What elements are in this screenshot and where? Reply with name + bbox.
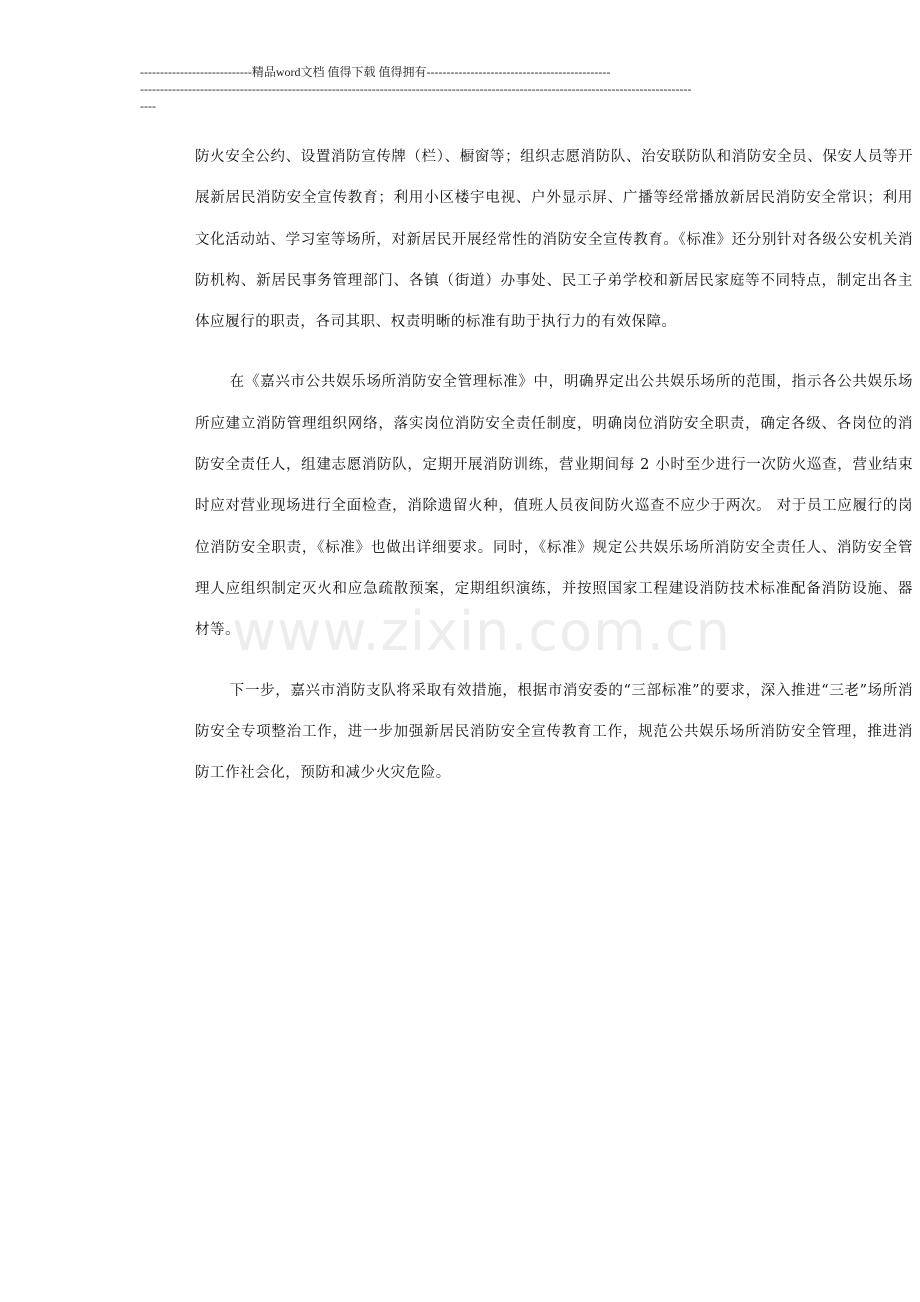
document-body [195, 137, 913, 794]
header-divider-tail: ---- [140, 99, 156, 113]
paragraph-1: 防火安全公约、设置消防宣传牌（栏）、橱窗等；组织志愿消防队、治安联防队和消防安全员、保安人员等开展新居民消防安全宣传教育；利用小区楼宇电视、户外显示屏、广播等经常播放新居民消防安全常识；利用文化活动站、学习室等场所，对新居民开展经常性的消防安全宣传教育。《标准》还分别针对各级公安机关消防机构、新居民事务管理部门、各镇（街道）办事处、民工子弟学校和新居民家庭等不同特点，制定出各主体应履行的职责，各司其职、权责明晰的标准有助于执行力的有效保障。 [195, 149, 913, 331]
header-banner-line: ----------------------------精品word文档 值得下载 值得拥有---------------------------------------------- [140, 65, 611, 79]
header-divider-line: ------------------------------------------------------------------------------------------------------------------------------------------ [140, 82, 692, 96]
paragraph-2: 在《嘉兴市公共娱乐场所消防安全管理标准》中，明确界定出公共娱乐场所的范围，指示各公共娱乐场所应建立消防管理组织网络，落实岗位消防安全责任制度，明确岗位消防安全职责，确定各级、各岗位的消防安全责任人，组建志愿消防队，定期开展消防训练，营业期间每 2 小时至少进行一次防火巡查，营业结束时应对营业现场进行全面检查，消除遗留火种，值班人员夜间防火巡查不应少于两次。 对于员工应履行的岗位消防安全职责，《标准》也做出详细要求。同时，《标准》规定公共娱乐场所消防安全责任人、消防安全管理人应组织制定灭火和应急疏散预案，定期组织演练，并按照国家工程建设消防技术标准配备消防设施、器材等。 [195, 374, 913, 639]
document-header [140, 64, 780, 115]
site-watermark: www.zixin.com.cn [232, 600, 731, 663]
paragraph-3: 下一步，嘉兴市消防支队将采取有效措施，根据市消安委的“三部标准”的要求，深入推进“三老”场所消防安全专项整治工作，进一步加强新居民消防安全宣传教育工作，规范公共娱乐场所消防安全管理，推进消防工作社会化，预防和减少火灾危险。 [195, 682, 913, 782]
